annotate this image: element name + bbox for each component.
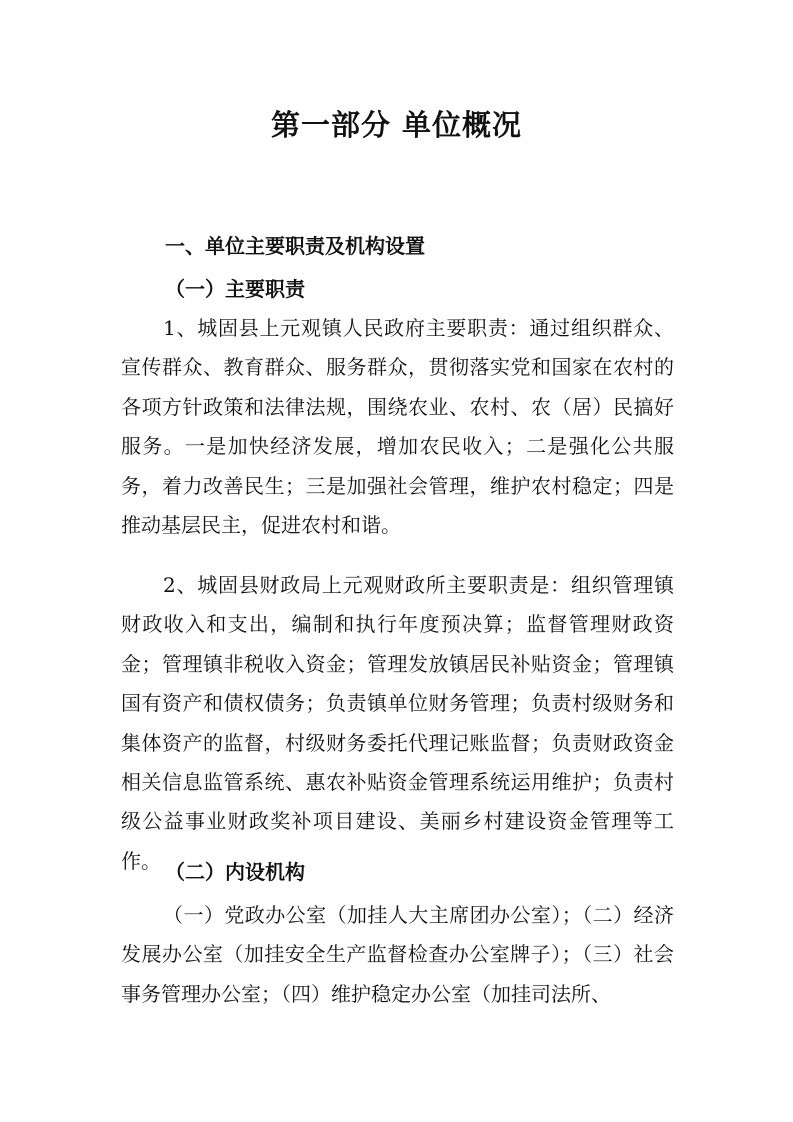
subsection-heading-internal-structure: （二）内设机构	[165, 860, 305, 884]
paragraph-town-government-duties: 1、城固县上元观镇人民政府主要职责：通过组织群众、宣传群众、教育群众、服务群众，贯彻落实党和国家在农村的各项方针政策和法律法规，围绕农业、农村、农（居）民搞好服务。一是加快经济发展，增加农民收入；二是强化公共服务，着力改善民生；三是加强社会管理，维护农村稳定；四是推动基层民主，促进农村和谐。	[121, 316, 674, 538]
subsection-heading-duties: （一）主要职责	[165, 277, 305, 301]
page-title: 第一部分 单位概况	[270, 108, 523, 142]
section-heading: 一、单位主要职责及机构设置	[165, 234, 425, 258]
paragraph-internal-offices: （一）党政办公室（加挂人大主席团办公室）；（二）经济发展办公室（加挂安全生产监督检查办公室牌子）；（三）社会事务管理办公室；（四）维护稳定办公室（加挂司法所、	[121, 903, 674, 1006]
paragraph-finance-office-duties: 2、城固县财政局上元观财政所主要职责是：组织管理镇财政收入和支出，编制和执行年度预决算；监督管理财政资金；管理镇非税收入资金；管理发放镇居民补贴资金；管理镇国有资产和债权债务；负责镇单位财务管理；负责村级财务和集体资产的监督，村级财务委托代理记账监督；负责财政资金相关信息监管系统、惠农补贴资金管理系统运用维护；负责村级公益事业财政奖补项目建设、美丽乡村建设资金管理等工作。	[121, 573, 674, 873]
